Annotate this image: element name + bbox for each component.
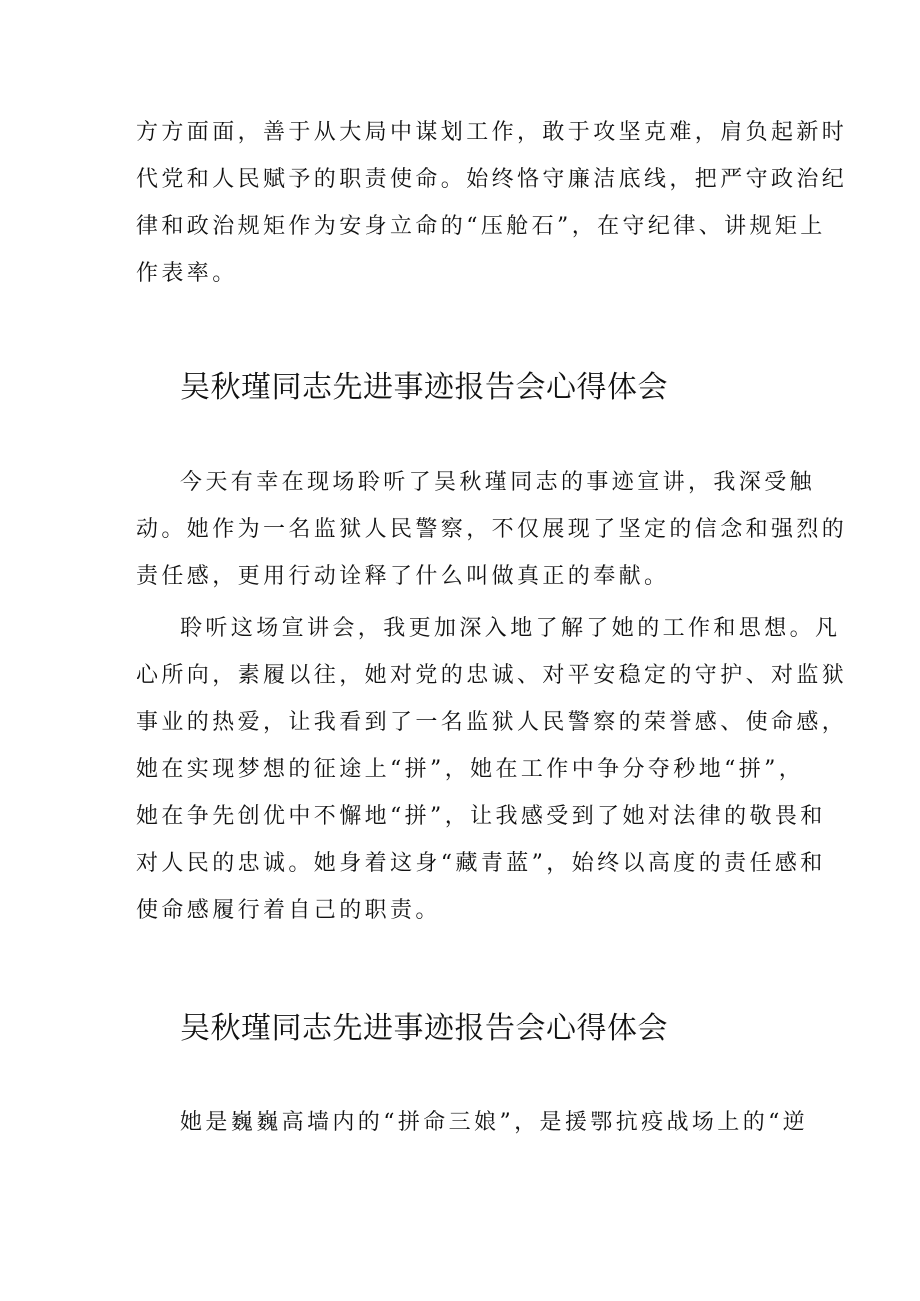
text-line: 她在实现梦想的征途上“拼”，她在工作中争分夺秒地“拼”， bbox=[136, 757, 805, 782]
text-line: 作表率。 bbox=[136, 261, 238, 286]
text-line: 她是巍巍高墙内的“拼命三娘”，是援鄂抗疫战场上的“逆 bbox=[180, 1110, 809, 1135]
section-title: 吴秋瑾同志先进事迹报告会心得体会 bbox=[180, 1011, 668, 1046]
text-line: 对人民的忠诚。她身着这身“藏青蓝”，始终以高度的责任感和 bbox=[136, 851, 826, 876]
text-line: 心所向，素履以往，她对党的忠诚、对平安稳定的守护、对监狱 bbox=[136, 663, 848, 688]
text-line: 聆听这场宣讲会，我更加深入地了解了她的工作和思想。凡 bbox=[180, 616, 841, 641]
text-line: 事业的热爱，让我看到了一名监狱人民警察的荣誉感、使命感， bbox=[136, 710, 848, 735]
text-line: 动。她作为一名监狱人民警察，不仅展现了坚定的信念和强烈的 bbox=[136, 517, 848, 542]
text-line: 她在争先创优中不懈地“拼”，让我感受到了她对法律的敬畏和 bbox=[136, 804, 826, 829]
text-line: 今天有幸在现场聆听了吴秋瑾同志的事迹宣讲，我深受触 bbox=[180, 470, 816, 495]
text-line: 律和政治规矩作为安身立命的“压舱石”，在守纪律、讲规矩上 bbox=[136, 214, 826, 239]
text-line: 方方面面，善于从大局中谋划工作，敢于攻坚克难，肩负起新时 bbox=[136, 120, 848, 145]
section-title: 吴秋瑾同志先进事迹报告会心得体会 bbox=[180, 370, 668, 405]
text-line: 责任感，更用行动诠释了什么叫做真正的奉献。 bbox=[136, 564, 670, 589]
text-line: 代党和人民赋予的职责使命。始终恪守廉洁底线，把严守政治纪 bbox=[136, 167, 848, 192]
text-line: 使命感履行着自己的职责。 bbox=[136, 898, 441, 923]
